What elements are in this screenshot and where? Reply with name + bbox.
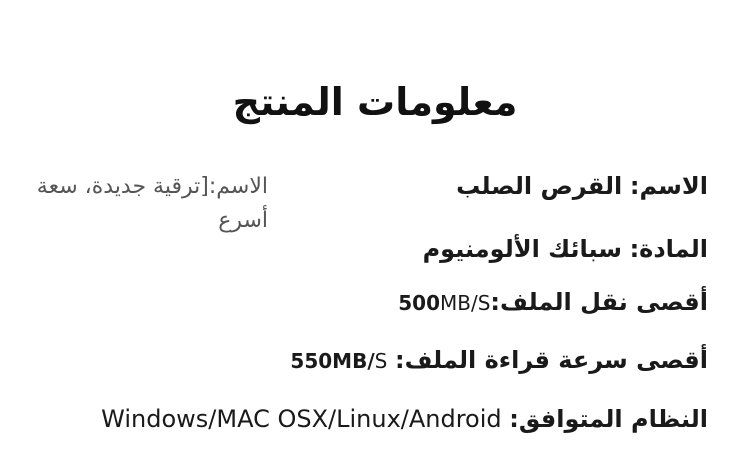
- spec-row-name: [456, 168, 708, 204]
- spec-label-max-transfer: أقصى نقل الملف:: [490, 288, 708, 316]
- spec-label-name: الاسم:: [629, 172, 708, 200]
- spec-value-max-read: [290, 346, 387, 374]
- spec-label-os: النظام المتوافق:: [509, 405, 708, 433]
- spec-row-max-read: [290, 342, 708, 379]
- spec-value-max-transfer: [398, 288, 490, 316]
- spec-value-max-transfer-unit: MB/S: [439, 291, 491, 315]
- spec-value-os: Windows/MAC OSX/Linux/Android: [101, 405, 502, 433]
- spec-row-max-transfer: [398, 284, 708, 321]
- spec-value-material: سبائك الألومنيوم: [422, 235, 622, 263]
- spec-value-name: القرص الصلب: [456, 172, 623, 200]
- page-title: معلومات المنتج: [232, 80, 518, 124]
- spec-row-material: [423, 231, 708, 267]
- spec-value-max-read-unit: S: [374, 349, 388, 373]
- spec-label-material: المادة:: [629, 235, 708, 263]
- spec-row-os: [101, 401, 708, 437]
- spec-label-max-read: أقصى سرعة قراءة الملف:: [394, 346, 708, 374]
- spec-value-max-transfer-number: 500: [398, 291, 440, 315]
- side-note: الاسم:[ترقية جديدة، سعة أسرع: [36, 174, 268, 233]
- spec-value-max-read-number: 550MB/: [290, 349, 375, 373]
